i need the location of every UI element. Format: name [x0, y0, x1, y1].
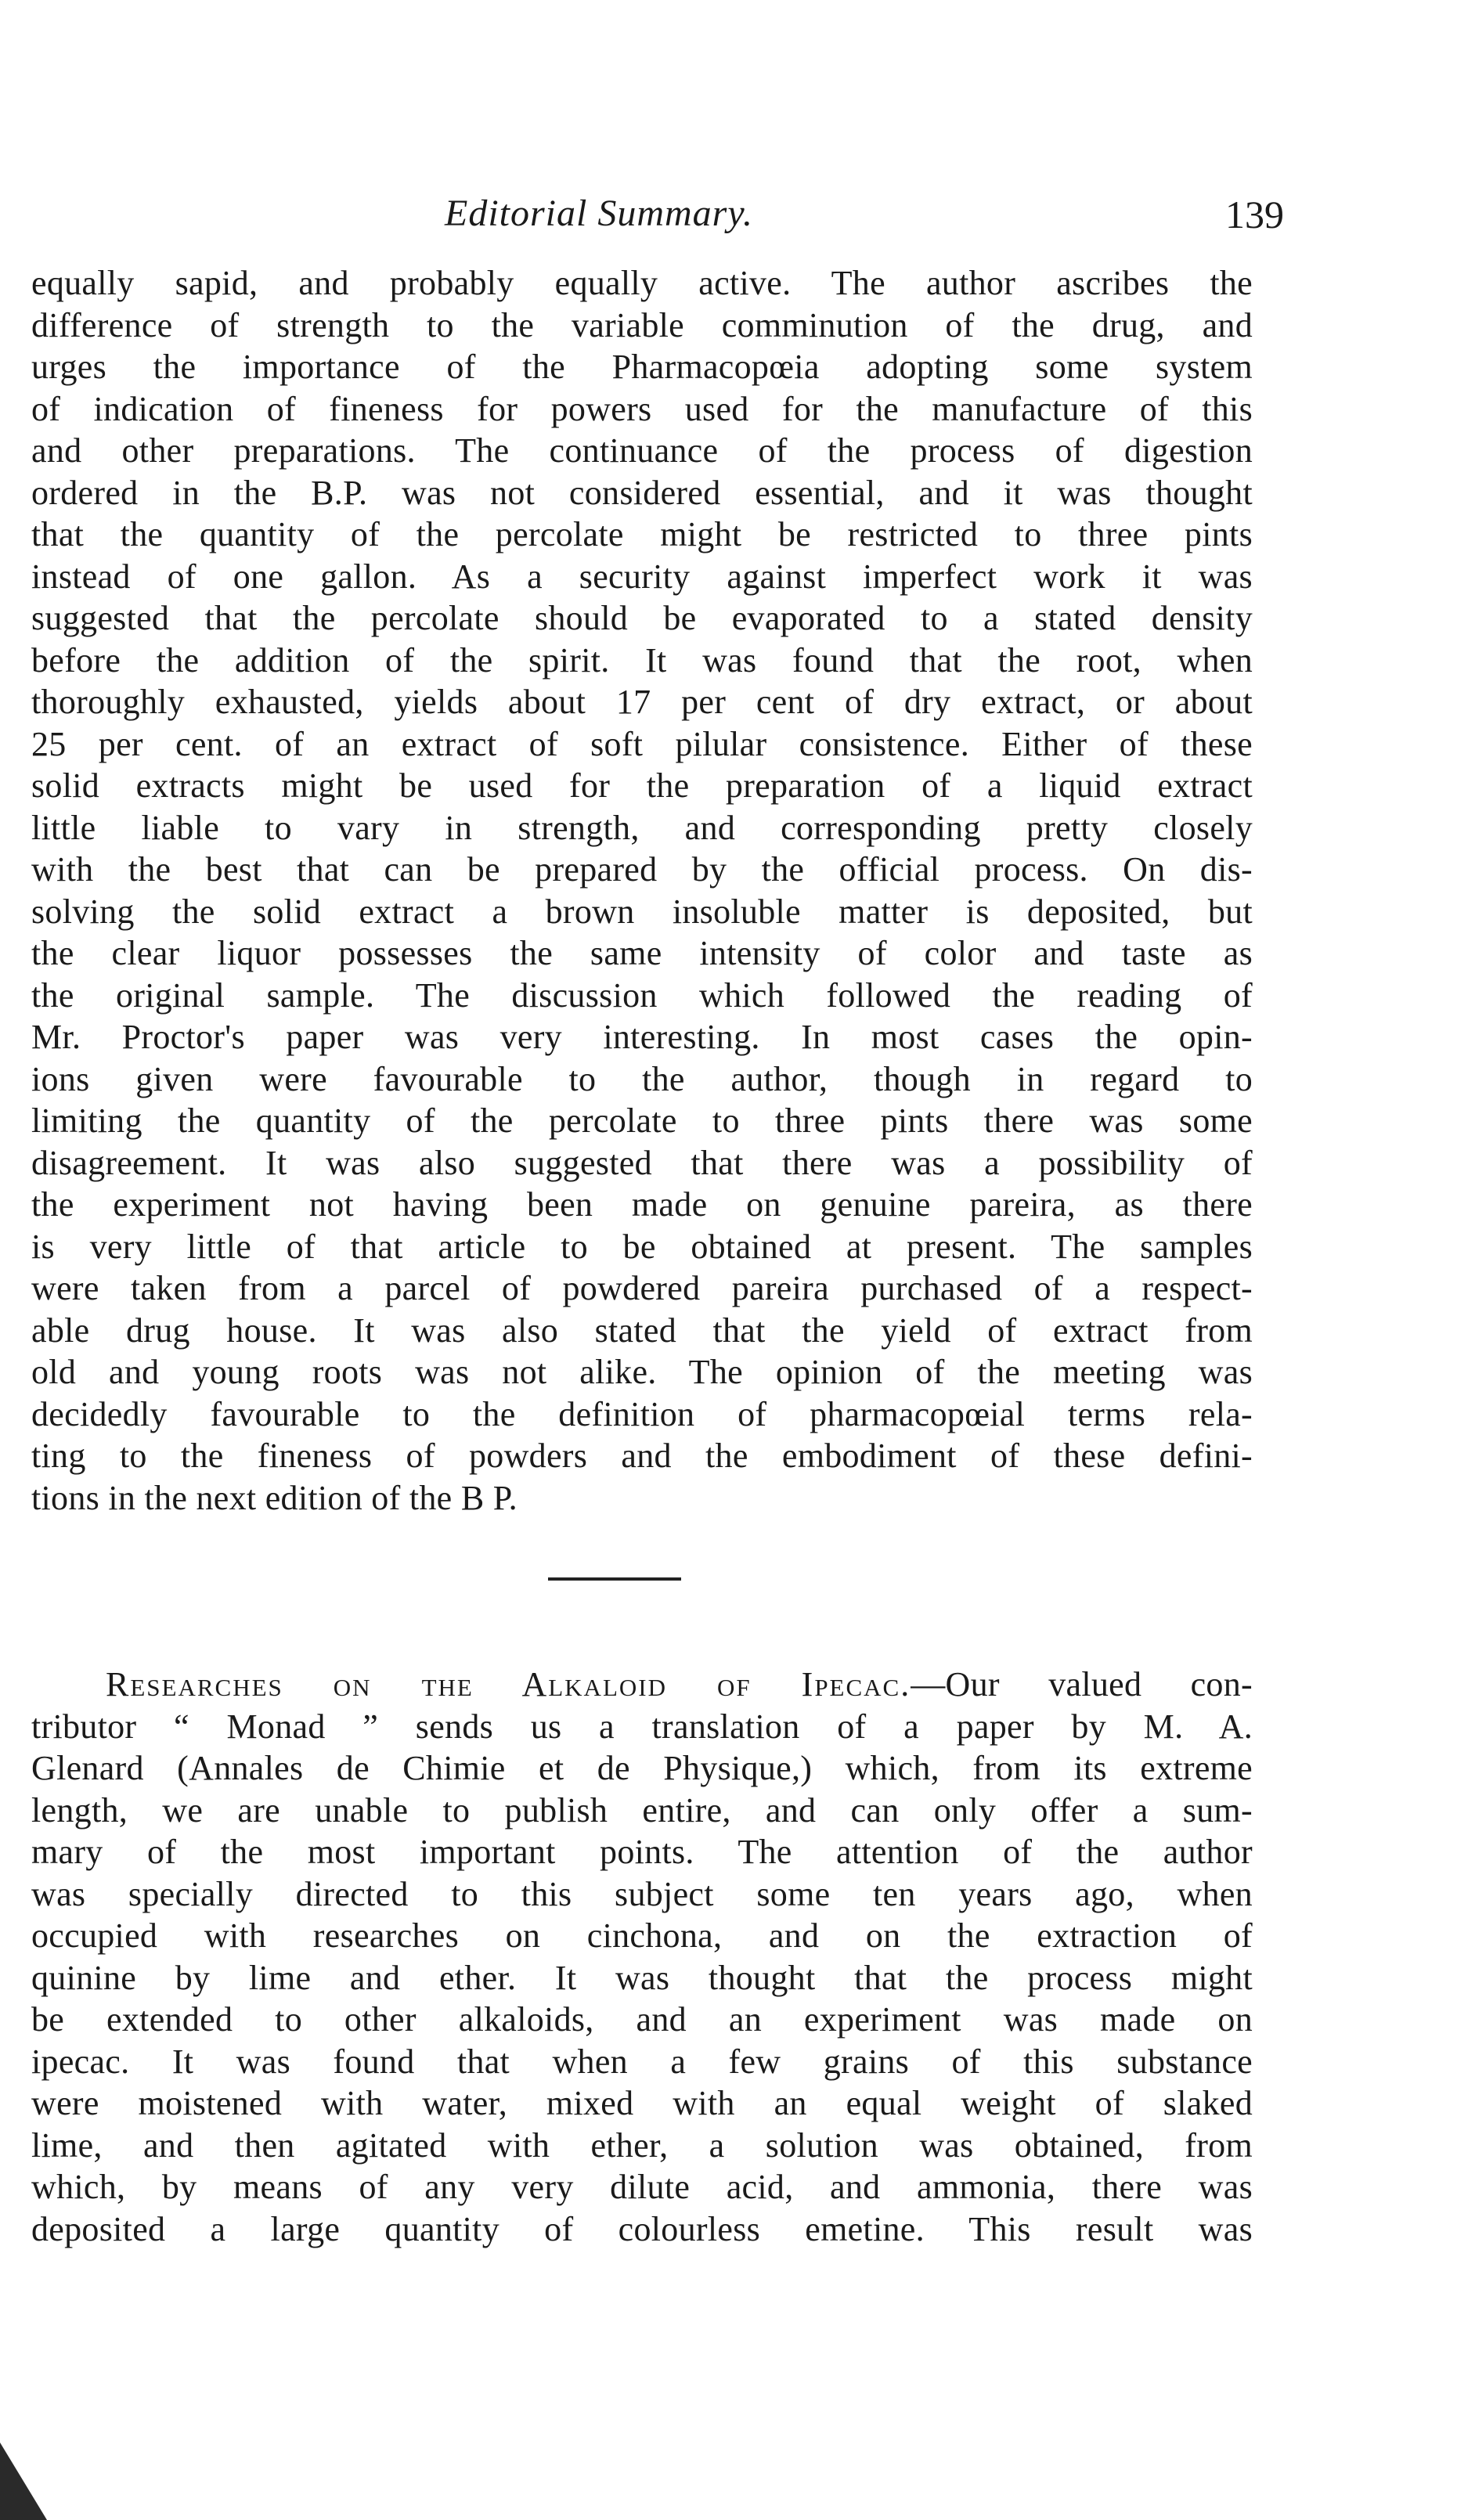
text-line: was specially directed to this subject some ten years ago, when	[31, 1874, 1253, 1913]
paragraph-ipecac-alkaloid	[31, 1664, 1253, 2250]
text-line: tions in the next edition of the B P.	[31, 1478, 518, 1517]
page-edge-mark	[0, 2442, 47, 2520]
text-line: the original sample. The discussion which followed the reading of	[31, 975, 1253, 1015]
text-line: and other preparations. The continuance of the process of digestion	[31, 431, 1253, 470]
text-line: be extended to other alkaloids, and an experiment was made on	[31, 2000, 1253, 2039]
text-line: tributor “ Monad ” sends us a translation of a paper by M. A.	[31, 1707, 1253, 1746]
text-line: with the best that can be prepared by the official process. On dis-	[31, 850, 1253, 889]
text-line: little liable to vary in strength, and corresponding pretty closely	[31, 808, 1253, 847]
text-line: disagreement. It was also suggested that there was a possibility of	[31, 1143, 1253, 1182]
text-line: ordered in the B.P. was not considered essential, and it was thought	[31, 473, 1253, 512]
text-line: quinine by lime and ether. It was thought that the process might	[31, 1958, 1253, 1997]
text-line: able drug house. It was also stated that the yield of extract from	[31, 1310, 1253, 1350]
text-line: Mr. Proctor's paper was very interesting. In most cases the opin-	[31, 1018, 1253, 1056]
text-line: of indication of fineness for powers used for the manufacture of this	[31, 389, 1253, 428]
text-line: lime, and then agitated with ether, a solution was obtained, from	[31, 2125, 1253, 2165]
text-line: the experiment not having been made on genuine pareira, as there	[31, 1185, 1253, 1224]
text-line: that the quantity of the percolate might be restricted to three pints	[31, 515, 1253, 553]
text-line: before the addition of the spirit. It was found that the root, when	[31, 640, 1253, 680]
text-line: were moistened with water, mixed with an equal weight of slaked	[31, 2084, 1253, 2122]
text-line: solving the solid extract a brown insoluble matter is deposited, but	[31, 892, 1253, 931]
text-line: equally sapid, and probably equally active. The author ascribes the	[31, 264, 1253, 302]
text-line: occupied with researches on cinchona, and on the extraction of	[31, 1916, 1253, 1955]
text-line: deposited a large quantity of colourless emetine. This result was	[31, 2209, 1253, 2248]
text-line: urges the importance of the Pharmacopœia adopting some system	[31, 348, 1253, 386]
text-line: were taken from a parcel of powdered pareira purchased of a respect-	[31, 1269, 1253, 1307]
text-line: instead of one gallon. As a security against imperfect work it was	[31, 557, 1253, 596]
text-line: which, by means of any very dilute acid, and ammonia, there was	[31, 2168, 1253, 2206]
text-line: limiting the quantity of the percolate to three pints there was some	[31, 1101, 1253, 1140]
text-fragment: —Our valued con-	[911, 1665, 1253, 1703]
text-line: old and young roots was not alike. The opinion of the meeting was	[31, 1353, 1253, 1391]
page-number: 139	[1225, 193, 1284, 236]
text-line: mary of the most important points. The attention of the author	[31, 1833, 1253, 1871]
section-heading-line	[31, 1664, 1253, 1706]
text-line: suggested that the percolate should be evaporated to a stated density	[31, 599, 1253, 637]
text-line: solid extracts might be used for the preparation of a liquid extract	[31, 766, 1253, 805]
section-heading: Researches on the Alkaloid of Ipecac.	[106, 1665, 911, 1703]
text-line: Glenard (Annales de Chimie et de Physique,) which, from its extreme	[31, 1749, 1253, 1787]
paragraph-pareira-discussion	[31, 262, 1253, 1519]
text-line: ions given were favourable to the author, though in regard to	[31, 1059, 1253, 1098]
text-line: difference of strength to the variable comminution of the drug, and	[31, 305, 1253, 344]
text-line: decidedly favourable to the definition of pharmacopœial terms rela-	[31, 1394, 1253, 1433]
section-divider	[548, 1577, 681, 1581]
text-line: 25 per cent. of an extract of soft pilular consistence. Either of these	[31, 724, 1253, 763]
text-line: the clear liquor possesses the same intensity of color and taste as	[31, 934, 1253, 972]
text-line: ipecac. It was found that when a few grains of this substance	[31, 2042, 1253, 2081]
text-line: ting to the fineness of powders and the embodiment of these defini-	[31, 1437, 1253, 1475]
text-line: is very little of that article to be obtained at present. The samples	[31, 1227, 1253, 1266]
text-line: length, we are unable to publish entire, and can only offer a sum-	[31, 1790, 1253, 1830]
running-title: Editorial Summary.	[445, 193, 754, 234]
text-line: thoroughly exhausted, yields about 17 per cent of dry extract, or about	[31, 683, 1253, 721]
running-head	[423, 192, 1284, 247]
